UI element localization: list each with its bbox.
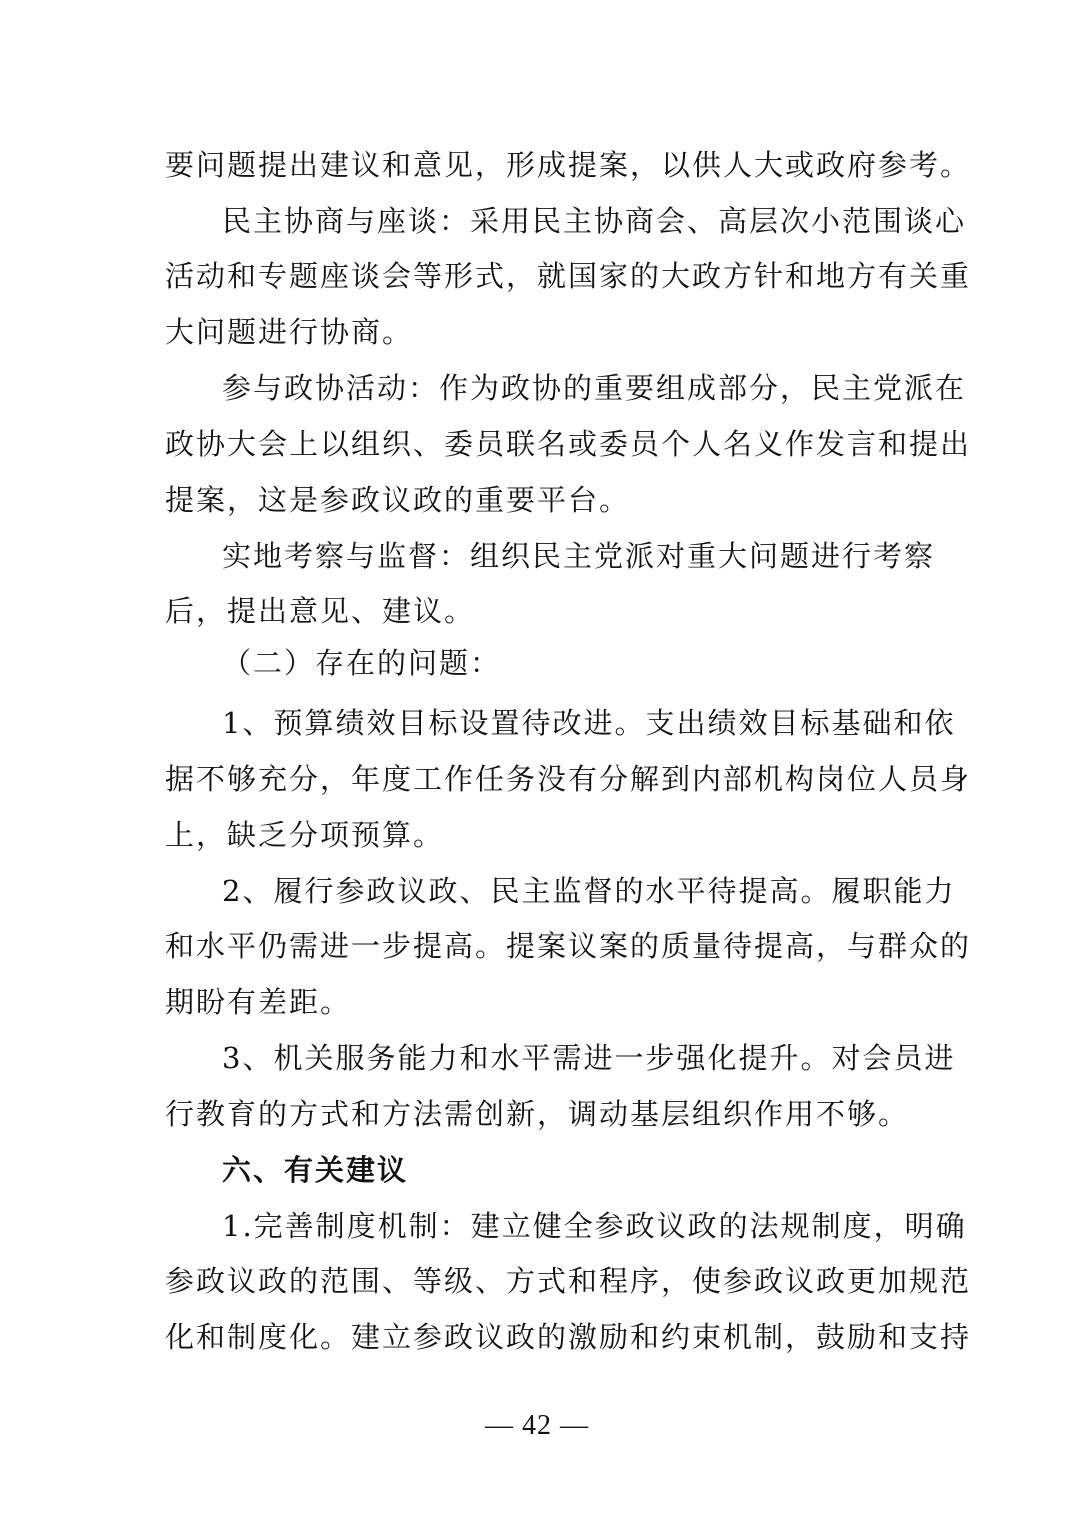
text-line: 和水平仍需进一步提高。提案议案的质量待提高，与群众的: [165, 929, 972, 963]
text-line: 提案，这是参政议政的重要平台。: [165, 483, 631, 517]
text-line: 2、履行参政议政、民主监督的水平待提高。履职能力: [222, 874, 956, 908]
text-line: 参与政协活动：作为政协的重要组成部分，民主党派在: [222, 371, 967, 405]
section-subheading: （二）存在的问题：: [222, 646, 502, 680]
page-number: — 42 —: [485, 1410, 589, 1441]
text-line: 行教育的方式和方法需创新，调动基层组织作用不够。: [165, 1097, 910, 1131]
text-line: 3、机关服务能力和水平需进一步强化提升。对会员进: [222, 1041, 956, 1075]
text-line: 大问题进行协商。: [165, 315, 414, 349]
text-line: 活动和专题座谈会等形式，就国家的大政方针和地方有关重: [165, 259, 972, 293]
text-line: 要问题提出建议和意见，形成提案，以供人大或政府参考。: [165, 148, 972, 182]
text-line: 1.完善制度机制：建立健全参政议政的法规制度，明确: [222, 1209, 967, 1243]
text-line: 化和制度化。建立参政议政的激励和约束机制，鼓励和支持: [165, 1320, 972, 1354]
text-line: 民主协商与座谈：采用民主协商会、高层次小范围谈心: [222, 204, 967, 238]
text-line: 据不够充分，年度工作任务没有分解到内部机构岗位人员身: [165, 762, 972, 796]
text-line: 后，提出意见、建议。: [165, 594, 476, 628]
text-line: 参政议政的范围、等级、方式和程序，使参政议政更加规范: [165, 1264, 972, 1298]
text-line: 期盼有差距。: [165, 985, 352, 1019]
text-line: 1、预算绩效目标设置待改进。支出绩效目标基础和依: [222, 706, 956, 740]
text-line: 政协大会上以组织、委员联名或委员个人名义作发言和提出: [165, 427, 972, 461]
text-line: 实地考察与监督：组织民主党派对重大问题进行考察: [222, 539, 936, 573]
text-line: 上，缺乏分项预算。: [165, 818, 445, 852]
section-heading: 六、有关建议: [222, 1153, 409, 1187]
